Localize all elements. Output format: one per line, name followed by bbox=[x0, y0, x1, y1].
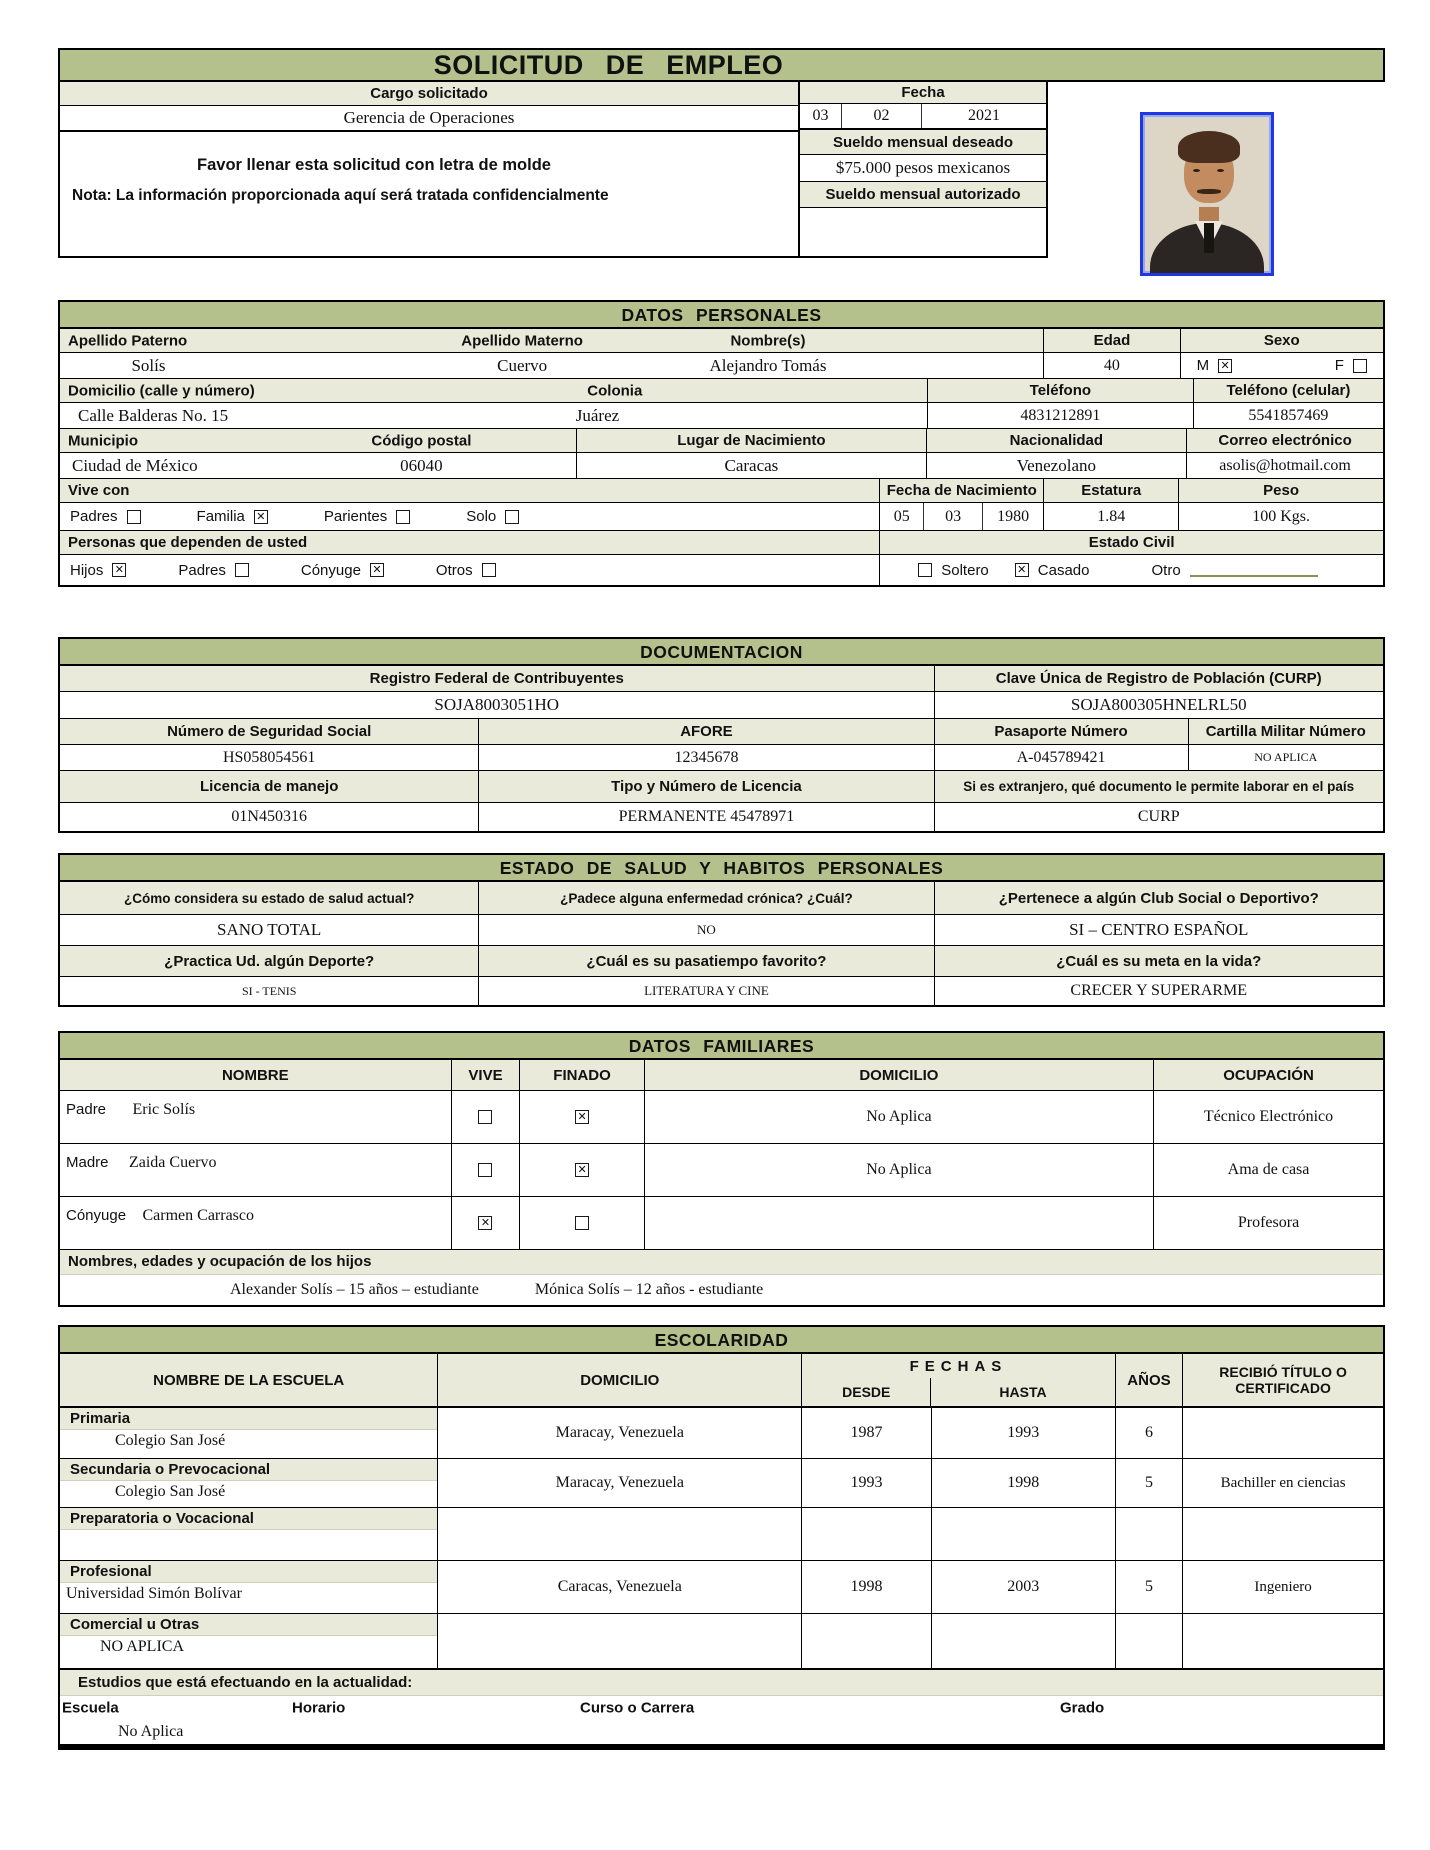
dependen-padres-label: Padres bbox=[178, 561, 226, 579]
otros-label: Otros bbox=[435, 561, 473, 579]
secundaria-escuela-value[interactable]: Colegio San José bbox=[115, 1483, 226, 1500]
row-salud-q2 bbox=[60, 946, 1383, 977]
sexo-option-f bbox=[1335, 357, 1367, 374]
secundaria-anios-value[interactable]: 5 bbox=[1116, 1459, 1183, 1507]
salud-header: ESTADO DE SALUD Y HABITOS PERSONALES bbox=[60, 855, 1383, 882]
primaria-escuela-cell bbox=[60, 1408, 438, 1458]
celular-label: Teléfono (celular) bbox=[1194, 379, 1383, 402]
municipio-value[interactable]: Ciudad de México bbox=[72, 455, 198, 475]
sexo-f-label: F bbox=[1334, 357, 1344, 374]
section-escolaridad bbox=[58, 1325, 1385, 1750]
actuales-curso-label: Curso o Carrera bbox=[580, 1699, 695, 1717]
colonia-label: Colonia bbox=[587, 382, 643, 399]
profesional-anios-value[interactable]: 5 bbox=[1116, 1561, 1183, 1613]
apellido-paterno-value[interactable]: Solís bbox=[131, 355, 166, 375]
col-titulo-label: RECIBIÓ TÍTULO O CERTIFICADO bbox=[1183, 1354, 1383, 1406]
edad-value[interactable]: 40 bbox=[1044, 353, 1180, 378]
solo-label: Solo bbox=[466, 508, 497, 525]
hijo-1-value[interactable]: Alexander Solís – 15 años – estudiante bbox=[230, 1281, 479, 1298]
familiar-row-padre bbox=[60, 1091, 1383, 1144]
checkbox-vive-padres[interactable] bbox=[127, 510, 141, 524]
checkbox-dependen-padres[interactable] bbox=[235, 563, 249, 577]
conyuge-finado-cell bbox=[520, 1197, 644, 1249]
form-title: SOLICITUD DE EMPLEO bbox=[433, 49, 784, 80]
datos-personales-header: DATOS PERSONALES bbox=[60, 302, 1383, 329]
sexo-m-label: M bbox=[1196, 357, 1210, 374]
familiares-table-header bbox=[60, 1060, 1383, 1091]
row-domicilio-header bbox=[60, 379, 1383, 403]
estatura-label: Estatura bbox=[1044, 479, 1179, 502]
profesional-escuela-value[interactable]: Universidad Simón Bolívar bbox=[66, 1585, 242, 1602]
checkbox-vive-familia[interactable]: ✕ bbox=[254, 510, 268, 524]
salud-q2-label: ¿Padece alguna enfermedad crónica? ¿Cuál? bbox=[479, 882, 934, 914]
hijos-values bbox=[60, 1275, 1383, 1305]
licencia-value[interactable]: 01N450316 bbox=[60, 803, 479, 831]
preparatoria-hasta-value[interactable] bbox=[932, 1508, 1116, 1560]
dependen-label: Personas que dependen de usted bbox=[60, 531, 880, 554]
form-title-bar bbox=[58, 48, 1385, 82]
sueldo-autorizado-label: Sueldo mensual autorizado bbox=[800, 182, 1046, 208]
casado-label: Casado bbox=[1037, 561, 1090, 579]
salud-q1-label: ¿Cómo considera su estado de salud actual? bbox=[60, 882, 479, 914]
cartilla-label: Cartilla Militar Número bbox=[1189, 719, 1383, 744]
dependen-option-otros bbox=[436, 562, 496, 579]
checkbox-soltero[interactable] bbox=[918, 563, 932, 577]
estado-civil-otro bbox=[1151, 562, 1317, 579]
conyuge-ocupacion-value[interactable]: Profesora bbox=[1237, 1214, 1300, 1231]
parientes-label: Parientes bbox=[323, 508, 388, 525]
photo-neck bbox=[1199, 207, 1219, 223]
col-domicilio-label: DOMICILIO bbox=[645, 1060, 1154, 1090]
primaria-escuela-value[interactable]: Colegio San José bbox=[115, 1432, 226, 1449]
nacimiento-mes[interactable]: 03 bbox=[924, 503, 983, 530]
secundaria-escuela-cell bbox=[60, 1459, 438, 1507]
rfc-label: Registro Federal de Contribuyentes bbox=[60, 666, 935, 691]
codigo-postal-value[interactable]: 06040 bbox=[400, 455, 443, 475]
section-documentacion bbox=[58, 637, 1385, 833]
comercial-escuela-value[interactable]: NO APLICA bbox=[100, 1638, 185, 1655]
madre-name-value[interactable]: Zaida Cuervo bbox=[128, 1154, 217, 1171]
peso-label: Peso bbox=[1179, 479, 1383, 502]
apellido-materno-value[interactable]: Cuervo bbox=[497, 355, 548, 375]
estado-civil-options bbox=[880, 555, 1383, 585]
salud-a1-value[interactable]: SANO TOTAL bbox=[60, 915, 479, 945]
photo-tie bbox=[1204, 223, 1214, 253]
col-hasta-label: HASTA bbox=[930, 1378, 1114, 1406]
padre-name-value[interactable]: Eric Solís bbox=[132, 1101, 196, 1118]
escolaridad-row-primaria bbox=[60, 1408, 1383, 1459]
madre-nombre-cell bbox=[60, 1144, 452, 1196]
row-rfc-values bbox=[60, 692, 1383, 719]
section-familiares bbox=[58, 1031, 1385, 1307]
pasaporte-value[interactable]: A-045789421 bbox=[935, 745, 1189, 770]
municipio-header-cell bbox=[60, 429, 577, 452]
comercial-domicilio-value[interactable] bbox=[438, 1614, 802, 1668]
photo-eye-left bbox=[1193, 169, 1200, 172]
colonia-value[interactable]: Juárez bbox=[575, 405, 620, 425]
cartilla-value[interactable]: NO APLICA bbox=[1254, 750, 1318, 764]
comercial-desde-value[interactable] bbox=[802, 1614, 932, 1668]
escolaridad-row-secundaria bbox=[60, 1459, 1383, 1508]
salud-q5-label: ¿Cuál es su pasatiempo favorito? bbox=[479, 946, 934, 976]
preparatoria-nivel-label: Preparatoria o Vocacional bbox=[60, 1508, 437, 1530]
peso-value[interactable]: 100 Kgs. bbox=[1252, 507, 1310, 525]
apellido-materno-label: Apellido Materno bbox=[461, 332, 583, 349]
escolaridad-row-comercial bbox=[60, 1614, 1383, 1670]
tipo-licencia-label: Tipo y Número de Licencia bbox=[479, 771, 934, 802]
row-nss-values bbox=[60, 745, 1383, 771]
top-left-column bbox=[60, 82, 800, 256]
domicilio-label: Domicilio (calle y número) bbox=[68, 382, 255, 399]
vive-con-label: Vive con bbox=[60, 479, 880, 502]
checkbox-sexo-f[interactable] bbox=[1353, 359, 1367, 373]
checkbox-madre-finado[interactable]: ✕ bbox=[575, 1163, 589, 1177]
dependen-options bbox=[60, 555, 880, 585]
codigo-postal-label: Código postal bbox=[371, 432, 472, 449]
afore-value[interactable]: 12345678 bbox=[479, 745, 934, 770]
otro-blank-field[interactable] bbox=[1190, 563, 1318, 577]
madre-relation-label: Madre bbox=[66, 1154, 109, 1171]
col-vive-label: VIVE bbox=[452, 1060, 521, 1090]
telefono-value[interactable]: 4831212891 bbox=[928, 403, 1194, 428]
checkbox-padre-finado[interactable]: ✕ bbox=[575, 1110, 589, 1124]
curp-label: Clave Única de Registro de Población (CURP) bbox=[935, 666, 1383, 691]
form-notes bbox=[60, 132, 798, 256]
familiar-row-madre bbox=[60, 1144, 1383, 1197]
primaria-domicilio-value[interactable]: Maracay, Venezuela bbox=[438, 1408, 802, 1458]
fecha-nacimiento-label: Fecha de Nacimiento bbox=[880, 479, 1044, 502]
nss-label: Número de Seguridad Social bbox=[60, 719, 479, 744]
licencia-label: Licencia de manejo bbox=[60, 771, 479, 802]
soltero-label: Soltero bbox=[941, 561, 989, 579]
estatura-value[interactable]: 1.84 bbox=[1044, 503, 1179, 530]
hijos-label: Hijos bbox=[70, 561, 104, 579]
padre-domicilio-value[interactable]: No Aplica bbox=[645, 1091, 1154, 1143]
col-esc-domicilio-label: DOMICILIO bbox=[438, 1354, 802, 1406]
row-vive-con-header bbox=[60, 479, 1383, 503]
preparatoria-escuela-value[interactable] bbox=[60, 1530, 437, 1532]
madre-finado-cell bbox=[520, 1144, 644, 1196]
fechas-subheader bbox=[802, 1378, 1115, 1406]
curp-value[interactable]: SOJA800305HNELRL50 bbox=[1070, 695, 1247, 714]
dependen-option-conyuge bbox=[301, 562, 384, 579]
checkbox-conyuge-finado[interactable] bbox=[575, 1216, 589, 1230]
row-salud-q1 bbox=[60, 882, 1383, 915]
vive-con-option-padres bbox=[70, 508, 141, 525]
vive-con-options bbox=[60, 503, 880, 530]
note-confidencial: Nota: La información proporcionada aquí será tratada confidencialmente bbox=[72, 187, 609, 204]
madre-domicilio-value[interactable]: No Aplica bbox=[645, 1144, 1154, 1196]
comercial-anios-value[interactable] bbox=[1116, 1614, 1183, 1668]
col-finado-label: FINADO bbox=[520, 1060, 644, 1090]
primaria-nivel-label: Primaria bbox=[60, 1408, 437, 1430]
actuales-escuela-value[interactable]: No Aplica bbox=[118, 1723, 184, 1740]
nombres-value[interactable]: Alejandro Tomás bbox=[709, 355, 827, 375]
checkbox-padre-vive[interactable] bbox=[478, 1110, 492, 1124]
municipio-values-cell bbox=[60, 453, 577, 478]
domicilio-value[interactable]: Calle Balderas No. 15 bbox=[78, 405, 229, 425]
secundaria-domicilio-value[interactable]: Maracay, Venezuela bbox=[438, 1459, 802, 1507]
fecha-row bbox=[800, 104, 1046, 130]
preparatoria-domicilio-value[interactable] bbox=[438, 1508, 802, 1560]
conyuge-nombre-cell bbox=[60, 1197, 452, 1249]
nombres-values-cell bbox=[60, 353, 1044, 378]
nombres-label: Nombre(s) bbox=[730, 332, 806, 349]
salud-q3-label: ¿Pertenece a algún Club Social o Deportivo? bbox=[935, 882, 1383, 914]
lugar-nacimiento-label: Lugar de Nacimiento bbox=[577, 429, 926, 452]
familia-label: Familia bbox=[196, 508, 245, 525]
preparatoria-titulo-value[interactable] bbox=[1183, 1508, 1383, 1560]
secundaria-desde-value[interactable]: 1993 bbox=[802, 1459, 932, 1507]
conyuge-relation-label: Cónyuge bbox=[66, 1207, 127, 1224]
col-escuela-label: NOMBRE DE LA ESCUELA bbox=[60, 1354, 438, 1406]
salud-a3-value[interactable]: SI – CENTRO ESPAÑOL bbox=[1069, 920, 1249, 939]
row-dependen-values bbox=[60, 555, 1383, 585]
nombres-header-cell bbox=[60, 329, 1044, 352]
actuales-escuela-label: Escuela bbox=[62, 1699, 119, 1717]
dependen-option-padres bbox=[178, 562, 249, 579]
hijos-label: Nombres, edades y ocupación de los hijos bbox=[60, 1250, 1383, 1275]
hijo-2-value[interactable]: Mónica Solís – 12 años - estudiante bbox=[534, 1281, 764, 1298]
tipo-licencia-value[interactable]: PERMANENTE 45478971 bbox=[479, 803, 934, 831]
nacionalidad-value[interactable]: Venezolano bbox=[927, 453, 1188, 478]
estado-civil-casado bbox=[1015, 562, 1090, 579]
row-nss-header bbox=[60, 719, 1383, 745]
padre-ocupacion-value[interactable]: Técnico Electrónico bbox=[1203, 1108, 1334, 1125]
fecha-mes[interactable]: 02 bbox=[842, 104, 922, 128]
checkbox-dependen-conyuge[interactable]: ✕ bbox=[370, 563, 384, 577]
salud-q4-label: ¿Practica Ud. algún Deporte? bbox=[60, 946, 479, 976]
vive-con-option-parientes bbox=[324, 508, 410, 525]
row-licencia-values bbox=[60, 803, 1383, 831]
rfc-value[interactable]: SOJA8003051HO bbox=[60, 692, 935, 718]
extranjero-label: Si es extranjero, qué documento le permite laborar en el país bbox=[935, 771, 1383, 802]
row-nombres-header bbox=[60, 329, 1383, 353]
section-datos-personales bbox=[58, 300, 1385, 587]
madre-ocupacion-value[interactable]: Ama de casa bbox=[1227, 1161, 1310, 1178]
nacimiento-anio[interactable]: 1980 bbox=[997, 507, 1030, 525]
profesional-desde-value[interactable]: 1998 bbox=[802, 1561, 932, 1613]
sueldo-deseado-label: Sueldo mensual deseado bbox=[800, 130, 1046, 155]
municipio-label: Municipio bbox=[68, 432, 138, 449]
primaria-desde-value[interactable]: 1987 bbox=[802, 1408, 932, 1458]
sexo-option-m bbox=[1197, 357, 1233, 374]
checkbox-casado[interactable]: ✕ bbox=[1015, 563, 1029, 577]
profesional-escuela-cell bbox=[60, 1561, 438, 1613]
primaria-hasta-value[interactable]: 1993 bbox=[932, 1408, 1116, 1458]
photo-mustache bbox=[1197, 189, 1221, 194]
domicilio-header-cell bbox=[60, 379, 928, 402]
row-municipio-values bbox=[60, 453, 1383, 479]
familiar-row-conyuge bbox=[60, 1197, 1383, 1250]
fecha-label: Fecha bbox=[800, 82, 1046, 104]
padre-vive-cell bbox=[452, 1091, 521, 1143]
row-rfc-header bbox=[60, 666, 1383, 692]
sexo-label: Sexo bbox=[1181, 329, 1383, 352]
correo-value[interactable]: asolis@hotmail.com bbox=[1219, 456, 1351, 474]
comercial-nivel-label: Comercial u Otras bbox=[60, 1614, 437, 1636]
extranjero-value[interactable]: CURP bbox=[1137, 808, 1180, 825]
sueldo-deseado-value[interactable]: $75.000 pesos mexicanos bbox=[800, 155, 1046, 182]
madre-vive-cell bbox=[452, 1144, 521, 1196]
estudios-actuales-label: Estudios que está efectuando en la actualidad: bbox=[60, 1670, 1383, 1696]
secundaria-nivel-label: Secundaria o Prevocacional bbox=[60, 1459, 437, 1481]
actuales-horario-label: Horario bbox=[292, 1699, 346, 1717]
preparatoria-anios-value[interactable] bbox=[1116, 1508, 1183, 1560]
correo-label: Correo electrónico bbox=[1187, 429, 1383, 452]
row-salud-a1 bbox=[60, 915, 1383, 946]
row-domicilio-values bbox=[60, 403, 1383, 429]
solicitud-form bbox=[58, 48, 1385, 1750]
fecha-dia[interactable]: 03 bbox=[800, 104, 842, 128]
comercial-hasta-value[interactable] bbox=[932, 1614, 1116, 1668]
primaria-anios-value[interactable]: 6 bbox=[1116, 1408, 1183, 1458]
col-desde-label: DESDE bbox=[842, 1384, 891, 1400]
celular-value[interactable]: 5541857469 bbox=[1248, 406, 1329, 424]
dependen-option-hijos bbox=[70, 562, 126, 579]
salud-a5-value[interactable]: LITERATURA Y CINE bbox=[479, 977, 934, 1005]
row-nombres-values bbox=[60, 353, 1383, 379]
col-anios-label: AÑOS bbox=[1116, 1354, 1183, 1406]
nacionalidad-label: Nacionalidad bbox=[927, 429, 1188, 452]
afore-label: AFORE bbox=[479, 719, 934, 744]
profesional-domicilio-value[interactable]: Caracas, Venezuela bbox=[438, 1561, 802, 1613]
preparatoria-desde-value[interactable] bbox=[802, 1508, 932, 1560]
checkbox-dependen-hijos[interactable]: ✕ bbox=[112, 563, 126, 577]
col-fechas-label: FECHAS bbox=[909, 1357, 1008, 1375]
section-salud bbox=[58, 853, 1385, 1007]
salud-a6-value[interactable]: CRECER Y SUPERARME bbox=[1070, 982, 1248, 999]
nss-value[interactable]: HS058054561 bbox=[60, 745, 479, 770]
cargo-solicitado-label: Cargo solicitado bbox=[60, 82, 798, 106]
checkbox-conyuge-vive[interactable]: ✕ bbox=[478, 1216, 492, 1230]
comercial-escuela-cell bbox=[60, 1614, 438, 1668]
estado-civil-label: Estado Civil bbox=[880, 531, 1383, 554]
secundaria-hasta-value[interactable]: 1998 bbox=[932, 1459, 1116, 1507]
cargo-solicitado-value[interactable]: Gerencia de Operaciones bbox=[60, 106, 798, 132]
conyuge-vive-cell bbox=[452, 1197, 521, 1249]
col-fechas-group bbox=[802, 1354, 1116, 1406]
checkbox-dependen-otros[interactable] bbox=[482, 563, 496, 577]
salud-a2-value[interactable]: NO bbox=[479, 915, 934, 945]
secundaria-titulo-value[interactable]: Bachiller en ciencias bbox=[1220, 1474, 1346, 1491]
profesional-hasta-value[interactable]: 2003 bbox=[932, 1561, 1116, 1613]
note-letra-molde: Favor llenar esta solicitud con letra de molde bbox=[197, 156, 551, 174]
apellido-paterno-label: Apellido Paterno bbox=[68, 332, 188, 349]
top-right-column bbox=[800, 82, 1046, 256]
sueldo-autorizado-value[interactable] bbox=[800, 208, 1046, 256]
checkbox-madre-vive[interactable] bbox=[478, 1163, 492, 1177]
estudios-actuales-headers bbox=[60, 1696, 1383, 1720]
comercial-titulo-value[interactable] bbox=[1183, 1614, 1383, 1668]
documentacion-header: DOCUMENTACION bbox=[60, 639, 1383, 666]
estudios-actuales-values bbox=[60, 1720, 1383, 1744]
row-salud-a2 bbox=[60, 977, 1383, 1005]
pasaporte-label: Pasaporte Número bbox=[935, 719, 1189, 744]
profesional-nivel-label: Profesional bbox=[60, 1561, 437, 1583]
row-municipio-header bbox=[60, 429, 1383, 453]
checkbox-sexo-m[interactable]: ✕ bbox=[1218, 359, 1232, 373]
padre-relation-label: Padre bbox=[66, 1101, 107, 1118]
vive-con-option-familia bbox=[197, 508, 268, 525]
preparatoria-escuela-cell bbox=[60, 1508, 438, 1560]
padre-nombre-cell bbox=[60, 1091, 452, 1143]
estado-civil-soltero bbox=[918, 562, 989, 579]
conyuge-label: Cónyuge bbox=[300, 561, 361, 579]
profesional-titulo-value[interactable]: Ingeniero bbox=[1254, 1578, 1312, 1595]
escolaridad-header: ESCOLARIDAD bbox=[60, 1327, 1383, 1354]
escolaridad-table-header bbox=[60, 1354, 1383, 1408]
fecha-nacimiento-values bbox=[880, 503, 1044, 530]
col-nombre-label: NOMBRE bbox=[60, 1060, 452, 1090]
top-block bbox=[58, 82, 1048, 258]
photo-eye-right bbox=[1217, 169, 1224, 172]
escolaridad-row-profesional bbox=[60, 1561, 1383, 1614]
otro-label: Otro bbox=[1151, 561, 1181, 579]
lugar-nacimiento-value[interactable]: Caracas bbox=[577, 453, 926, 478]
telefono-label: Teléfono bbox=[928, 379, 1194, 402]
photo-hair bbox=[1178, 131, 1240, 163]
fecha-anio[interactable]: 2021 bbox=[968, 107, 1000, 124]
nacimiento-dia[interactable]: 05 bbox=[880, 503, 924, 530]
sexo-value-cell bbox=[1181, 353, 1383, 378]
domicilio-values-cell bbox=[60, 403, 928, 428]
actuales-grado-label: Grado bbox=[1060, 1699, 1105, 1717]
familiares-header: DATOS FAMILIARES bbox=[60, 1033, 1383, 1060]
edad-label: Edad bbox=[1044, 329, 1180, 352]
col-ocupacion-label: OCUPACIÓN bbox=[1154, 1060, 1383, 1090]
vive-con-option-solo bbox=[466, 508, 519, 525]
applicant-photo bbox=[1140, 112, 1274, 276]
salud-a4-value[interactable]: SI - TENIS bbox=[60, 977, 479, 1005]
salud-q6-label: ¿Cuál es su meta en la vida? bbox=[935, 946, 1383, 976]
escolaridad-row-preparatoria bbox=[60, 1508, 1383, 1561]
checkbox-vive-solo[interactable] bbox=[505, 510, 519, 524]
conyuge-name-value[interactable]: Carmen Carrasco bbox=[142, 1207, 255, 1224]
primaria-titulo-value[interactable] bbox=[1183, 1408, 1383, 1458]
row-licencia-header bbox=[60, 771, 1383, 803]
conyuge-domicilio-value[interactable] bbox=[645, 1197, 1154, 1249]
row-dependen-header bbox=[60, 531, 1383, 555]
padre-finado-cell bbox=[520, 1091, 644, 1143]
padres-label: Padres bbox=[70, 508, 118, 525]
checkbox-vive-parientes[interactable] bbox=[396, 510, 410, 524]
row-vive-con-values bbox=[60, 503, 1383, 531]
